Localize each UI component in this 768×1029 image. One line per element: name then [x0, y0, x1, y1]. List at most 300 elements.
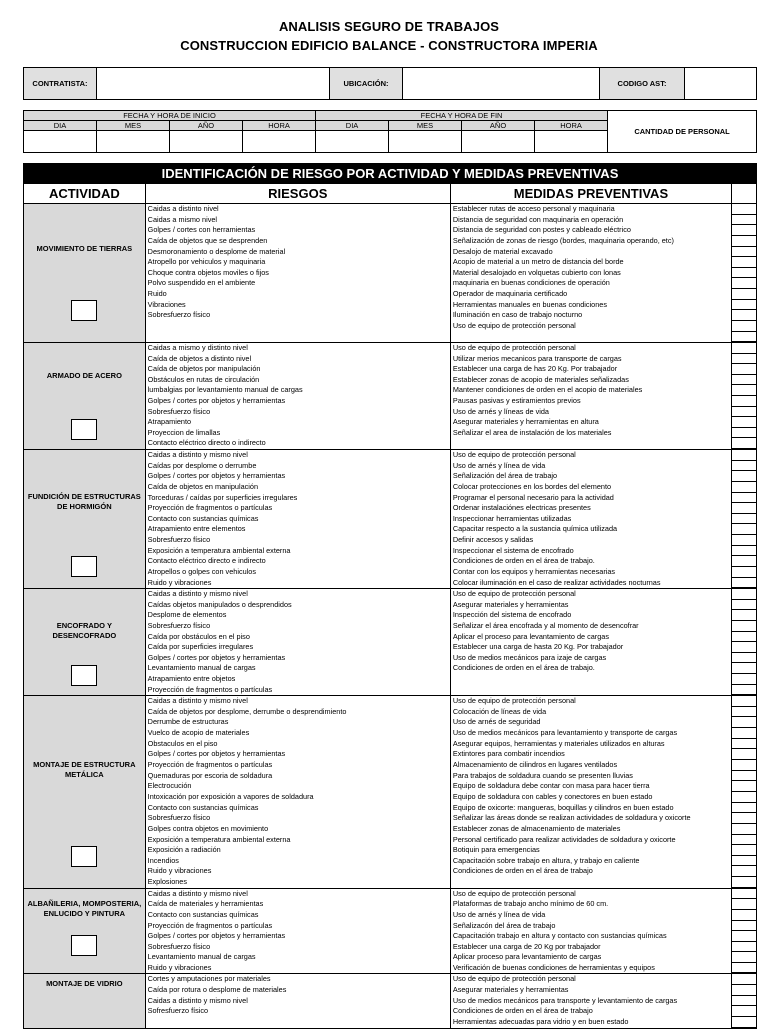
- check-cell[interactable]: [732, 717, 756, 728]
- check-cell[interactable]: [732, 375, 756, 386]
- measure-item: Uso de equipo de protección personal: [452, 343, 576, 353]
- check-cell[interactable]: [732, 546, 756, 557]
- risk-item: Choque contra objetos moviles o fijos: [147, 267, 269, 277]
- check-cell[interactable]: [732, 438, 756, 449]
- fin-hora-field[interactable]: [535, 131, 608, 153]
- check-cell[interactable]: [732, 407, 756, 418]
- check-cell[interactable]: [732, 803, 756, 814]
- measure-item: Inspeccionar herramientas utilizadas: [452, 513, 572, 523]
- risk-item: Obstaculos en el piso: [147, 738, 218, 748]
- risk-item: Caída por obstáculos en el piso: [147, 631, 250, 641]
- check-cell[interactable]: [732, 931, 756, 942]
- measure-item: Distancia de seguridad con postes y cableado eléctrico: [452, 225, 631, 235]
- risk-item: Cortes y amputaciones por materiales: [147, 974, 271, 984]
- measure-item: Personal certificado para realizar actividades de soldadura y oxicorte: [452, 834, 676, 844]
- check-cell[interactable]: [732, 674, 756, 685]
- check-cell[interactable]: [732, 471, 756, 482]
- risk-item: Sobresfuerzo físico: [147, 941, 211, 951]
- risks-column: [146, 696, 451, 888]
- check-cell[interactable]: [732, 343, 756, 354]
- risk-item: Sofresfuerzo físico: [147, 1006, 209, 1016]
- activity-cell: [24, 204, 146, 342]
- check-column: [732, 889, 756, 974]
- measure-item: Señalizacón del área de trabajo: [452, 920, 556, 930]
- check-cell[interactable]: [732, 974, 756, 985]
- measure-item: Para trabajos de soldadura cuando se presenten lluvias: [452, 770, 633, 780]
- risk-item: Golpes / cortes por objetos y herramientas: [147, 931, 286, 941]
- risk-item: Sobresfuerzo físico: [147, 535, 211, 545]
- risks-column: [146, 204, 451, 342]
- measure-item: Ordenar instalaciónes electricas presentes: [452, 503, 591, 513]
- check-cell[interactable]: [732, 771, 756, 782]
- check-cell[interactable]: [732, 1006, 756, 1017]
- measure-item: Distancia de seguridad con maquinaria en operación: [452, 214, 624, 224]
- risk-item: Atrapamiento entre elementos: [147, 524, 246, 534]
- risk-item: Sobresfuerzo físico: [147, 813, 211, 823]
- check-cell[interactable]: [732, 332, 756, 343]
- check-cell[interactable]: [732, 824, 756, 835]
- check-column: [732, 204, 756, 342]
- risk-item: Intoxicación por exposición a vapores de soldadura: [147, 791, 314, 801]
- check-cell[interactable]: [732, 396, 756, 407]
- activity-section: [24, 450, 756, 589]
- ubicacion-label: UBICACIÓN:: [330, 68, 403, 100]
- measure-item: Iluminación en caso de trabajo nocturno: [452, 310, 583, 320]
- activity-cell: [24, 450, 146, 588]
- risk-item: Caída de objetos en manipulación: [147, 481, 259, 491]
- risk-item: Vibraciones: [147, 299, 186, 309]
- measure-item: Uso de equipo de protección personal: [452, 320, 576, 330]
- check-cell[interactable]: [732, 835, 756, 846]
- measure-item: Uso de arnés y líneas de vida: [452, 406, 549, 416]
- measure-item: Uso de equipo de protección personal: [452, 974, 576, 984]
- check-cell[interactable]: [732, 921, 756, 932]
- risk-item: Proyección de fragmentos o partículas: [147, 503, 273, 513]
- risk-item: Exposición a radiación: [147, 845, 221, 855]
- risk-item: Levantamiento manual de cargas: [147, 952, 256, 962]
- check-cell[interactable]: [732, 621, 756, 632]
- measure-item: Establecer zonas de acopio de materiales señalizadas: [452, 374, 629, 384]
- codigo-ast-field[interactable]: [685, 68, 757, 100]
- check-cell[interactable]: [732, 685, 756, 696]
- check-cell[interactable]: [732, 310, 756, 321]
- inicio-mes-field[interactable]: [97, 131, 170, 153]
- check-cell[interactable]: [732, 300, 756, 311]
- measure-item: Uso de equipo de protección personal: [452, 696, 576, 706]
- check-cell[interactable]: [732, 1017, 756, 1028]
- activity-section: [24, 696, 756, 889]
- measure-item: Extintores para combatir incendios: [452, 749, 565, 759]
- measures-column: [451, 974, 732, 1028]
- measure-item: Mantener condiciones de orden en el acopio de materiales: [452, 385, 643, 395]
- risk-item: Golpes / cortes por objetos y herramientas: [147, 471, 286, 481]
- risk-item: Caída de objetos que se desprenden: [147, 235, 268, 245]
- risk-item: [146, 1017, 450, 1028]
- check-cell[interactable]: [732, 482, 756, 493]
- risk-item: Contacto eléctrico directo o indirecto: [147, 438, 266, 448]
- measure-item: Operador de maquinaria certificado: [452, 289, 568, 298]
- measure-item: Capacitar respecto a la sustancia química utilizada: [452, 524, 618, 534]
- risks-column: [146, 450, 451, 588]
- activity-checkbox[interactable]: [71, 419, 97, 440]
- form-subtitle: CONSTRUCCION EDIFICIO BALANCE - CONSTRUCTORA IMPERIA: [180, 38, 598, 53]
- measure-item: Capacitación trabajo en altura y contacto con sustancias químicas: [452, 931, 667, 941]
- measure-item: Establecer rutas de acceso personal y maquinaria: [452, 204, 615, 213]
- form-title: ANALISIS SEGURO DE TRABAJOS: [278, 19, 500, 34]
- measure-item: Aplicar el proceso para levantamiento de cargas: [452, 631, 610, 641]
- inicio-dia-label: DIA: [24, 121, 97, 131]
- activity-section: [24, 343, 756, 450]
- check-cell[interactable]: [732, 493, 756, 504]
- risk-item: Vuelco de acopio de materiales: [147, 728, 250, 738]
- activity-checkbox[interactable]: [71, 665, 97, 686]
- measure-item: [451, 674, 731, 685]
- check-cell[interactable]: [732, 632, 756, 643]
- risk-item: Ruido: [147, 289, 167, 298]
- check-cell[interactable]: [732, 728, 756, 739]
- fin-dia-label: DIA: [316, 121, 389, 131]
- check-cell[interactable]: [732, 749, 756, 760]
- check-cell[interactable]: [732, 567, 756, 578]
- check-cell[interactable]: [732, 215, 756, 226]
- measure-item: Inspeccionar el sistema de encofrado: [452, 545, 574, 555]
- activity-checkbox[interactable]: [71, 300, 97, 321]
- check-cell[interactable]: [732, 257, 756, 268]
- check-cell[interactable]: [732, 204, 756, 215]
- fin-mes-label: MES: [389, 121, 462, 131]
- contratista-field[interactable]: [97, 68, 330, 100]
- activity-checkbox[interactable]: [71, 846, 97, 867]
- activity-checkbox[interactable]: [71, 935, 97, 956]
- measure-item: Plataformas de trabajo ancho mínimo de 60 cm.: [452, 899, 609, 909]
- risk-item: Desplome de elementos: [147, 610, 227, 620]
- risk-item: Caída de objetos por manipulación: [147, 364, 261, 374]
- check-cell[interactable]: [732, 910, 756, 921]
- check-cell[interactable]: [732, 225, 756, 236]
- risk-item: Ruido y vibraciones: [147, 962, 212, 972]
- measure-item: Utilizar merios mecanicos para transporte de cargas: [452, 353, 622, 363]
- fin-anio-label: AÑO: [462, 121, 535, 131]
- measures-column: [451, 450, 732, 588]
- check-cell[interactable]: [732, 739, 756, 750]
- check-cell[interactable]: [732, 578, 756, 589]
- check-cell[interactable]: [732, 889, 756, 900]
- inicio-mes-label: MES: [97, 121, 170, 131]
- risk-item: Atrapamiento entre objetos: [147, 673, 236, 683]
- risk-item: lumbalgias por levantamiento manual de cargas: [147, 385, 303, 395]
- measure-item: Aplicar proceso para levantamiento de cargas: [452, 952, 602, 962]
- measure-item: Equipo de soldadura con cables y conectores en buen estado: [452, 791, 653, 801]
- check-cell[interactable]: [732, 792, 756, 803]
- risk-item: Caída de objetos por desplome, derrumbe o desprendimiento: [147, 706, 347, 716]
- risk-item: Caidas a distinto nivel: [147, 204, 219, 213]
- measure-item: [451, 438, 731, 449]
- activity-cell: [24, 696, 146, 888]
- risk-item: Incendios: [147, 855, 179, 865]
- check-cell[interactable]: [732, 417, 756, 428]
- measure-item: Pausas pasivas y estiramientos previos: [452, 396, 581, 406]
- risk-item: Torceduras / caídas por superficies irregulares: [147, 492, 298, 502]
- measure-item: Botiquin para emergencias: [452, 845, 540, 855]
- risk-item: Polvo suspendido en el ambiente: [147, 278, 256, 288]
- check-cell[interactable]: [732, 642, 756, 653]
- risk-item: Electrocución: [147, 781, 192, 791]
- activity-cell: [24, 889, 146, 974]
- measure-item: Condiciones de orden en el área de trabajo.: [452, 663, 595, 673]
- check-cell[interactable]: [732, 247, 756, 258]
- check-cell[interactable]: [732, 321, 756, 332]
- risk-item: Ruido y vibraciones: [147, 577, 212, 587]
- measure-item: Verificación de buenas condiciones de herramientas y equipos: [452, 962, 655, 972]
- measure-item: Uso de equipo de protección personal: [452, 589, 576, 599]
- risk-item: Caídas por desplome o derrumbe: [147, 460, 257, 470]
- check-cell[interactable]: [732, 760, 756, 771]
- risk-item: Explosiones: [147, 877, 188, 887]
- measure-item: Asegurar materiales y herramientas: [452, 599, 569, 609]
- risk-item: Caída de materiales y herramientas: [147, 899, 264, 909]
- check-cell[interactable]: [732, 278, 756, 289]
- check-cell[interactable]: [732, 354, 756, 365]
- activity-cell: [24, 343, 146, 449]
- risk-item: Sobresfuerzo físico: [147, 620, 211, 630]
- measure-item: Señalizar el área encofrada y al momento de desencofrar: [452, 620, 639, 630]
- fin-dia-field[interactable]: [316, 131, 389, 153]
- check-header: [732, 184, 756, 203]
- measure-item: Desalojo de material excavado: [452, 246, 553, 256]
- measure-item: Establecer una carga de hasta 20 Kg. Por trabajador: [452, 642, 624, 652]
- measure-item: maquinaria en buenas condiciones de operación: [452, 278, 610, 288]
- activity-section: [24, 889, 756, 975]
- fin-anio-field[interactable]: [462, 131, 535, 153]
- inicio-anio-label: AÑO: [170, 121, 243, 131]
- risk-item: Exposición a temperatura ambiental externa: [147, 834, 291, 844]
- check-cell[interactable]: [732, 663, 756, 674]
- risk-item: Levantamiento manual de cargas: [147, 663, 256, 673]
- activity-section: [24, 974, 756, 1028]
- measure-item: Uso de medios mecánicos para transporte y levantamiento de cargas: [452, 995, 678, 1005]
- measure-item: Uso de medios mecánicos para izaje de cargas: [452, 652, 607, 662]
- check-cell[interactable]: [732, 845, 756, 856]
- risks-column: [146, 889, 451, 974]
- measure-item: Definir accesos y salidas: [452, 535, 534, 545]
- measure-item: [451, 877, 731, 888]
- risk-item: Golpes / cortes por objetos y herramientas: [147, 396, 286, 406]
- check-cell[interactable]: [732, 899, 756, 910]
- medidas-header: MEDIDAS PREVENTIVAS: [451, 184, 732, 203]
- risk-table: [23, 163, 757, 1029]
- measure-item: Asegurar equipos, herramientas y materiales utilizados en alturas: [452, 738, 665, 748]
- measure-item: [451, 332, 731, 343]
- measure-item: Equipo de soldadura debe contar con masa para hacer tierra: [452, 781, 650, 791]
- fin-hora-label: HORA: [535, 121, 608, 131]
- check-cell[interactable]: [732, 461, 756, 472]
- check-cell[interactable]: [732, 289, 756, 300]
- risk-item: Caidas a distinto y mismo nivel: [147, 696, 248, 706]
- check-cell[interactable]: [732, 236, 756, 247]
- risk-item: Golpes / cortes por objetos y herramientas: [147, 652, 286, 662]
- activity-name: MOVIMIENTO DE TIERRAS: [36, 244, 133, 253]
- check-cell[interactable]: [732, 385, 756, 396]
- measures-column: [451, 204, 732, 342]
- measure-item: Uso de arnés y línea de vida: [452, 460, 546, 470]
- risk-item: Sobresfuerzo físico: [147, 406, 211, 416]
- measure-item: Uso de equipo de protección personal: [452, 450, 576, 460]
- fecha-inicio-label: FECHA Y HORA DE INICIO: [24, 111, 316, 121]
- check-cell[interactable]: [732, 696, 756, 707]
- risk-item: [146, 321, 450, 332]
- check-cell[interactable]: [732, 450, 756, 461]
- check-cell[interactable]: [732, 364, 756, 375]
- measure-item: Condiciones de orden en el área de trabajo.: [452, 556, 595, 566]
- measure-item: Acopio de material a un metro de distancia del borde: [452, 257, 624, 267]
- risk-item: Obstáculos en rutas de circulación: [147, 374, 260, 384]
- measure-item: Uso de medios mecánicos para levantamiento y transporte de cargas: [452, 728, 678, 738]
- check-cell[interactable]: [732, 268, 756, 279]
- risk-item: Atropello por vehiculos y maquinaria: [147, 257, 266, 267]
- risk-item: Golpes / cortes por objetos y herramientas: [147, 749, 286, 759]
- check-cell[interactable]: [732, 856, 756, 867]
- risk-item: Caidas a mismo y distinto nivel: [147, 343, 248, 353]
- inicio-anio-field[interactable]: [170, 131, 243, 153]
- measure-item: Uso de arnés de seguridad: [452, 717, 541, 727]
- risk-item: Caídas objetos manipulados o desprendidos: [147, 599, 292, 609]
- check-cell[interactable]: [732, 653, 756, 664]
- cantidad-personal-label: CANTIDAD DE PERSONAL: [608, 111, 757, 153]
- risk-item: Contacto con sustancias químicas: [147, 909, 259, 919]
- measures-column: [451, 589, 732, 695]
- measure-item: Programar el personal necesario para la actividad: [452, 492, 614, 502]
- check-cell[interactable]: [732, 556, 756, 567]
- measure-item: Material desalojado en volquetas cubierto con lonas: [452, 267, 621, 277]
- risk-item: Proyeccion de limallas: [147, 427, 221, 437]
- risk-item: Proyección de fragmentos o partículas: [147, 920, 273, 930]
- measure-item: Colocación de líneas de vida: [452, 706, 547, 716]
- activity-name: MONTAJE DE ESTRUCTURA METÁLICA: [33, 760, 136, 780]
- inicio-hora-field[interactable]: [243, 131, 316, 153]
- measure-item: Colocar iluminación en el caso de realizar actividades nocturnas: [452, 577, 661, 587]
- check-cell[interactable]: [732, 514, 756, 525]
- risk-item: Caidas a distinto y mismo nivel: [147, 450, 248, 460]
- risk-item: Golpes contra objetos en movimiento: [147, 823, 269, 833]
- check-column: [732, 974, 756, 1028]
- activity-name: MONTAJE DE VIDRIO: [46, 979, 123, 989]
- risk-item: Contacto con sustancias químicas: [147, 802, 259, 812]
- activity-section: [24, 204, 756, 343]
- risk-item: Caída de objetos a distinto nivel: [147, 353, 252, 363]
- risk-item: Caidas a mismo nivel: [147, 214, 218, 224]
- actividad-header: ACTIVIDAD: [24, 184, 146, 203]
- check-cell[interactable]: [732, 952, 756, 963]
- check-column: [732, 696, 756, 888]
- measure-item: Establecer una carga de 20 Kg por trabajador: [452, 941, 601, 951]
- measure-item: Asegurar materiales y herramientas: [452, 985, 569, 995]
- risk-item: Ruido y vibraciones: [147, 866, 212, 876]
- risk-item: Contacto con sustancias químicas: [147, 513, 259, 523]
- risks-column: [146, 589, 451, 695]
- check-cell[interactable]: [732, 428, 756, 439]
- measure-item: Señalizar las áreas donde se realizan actividades de soldadura y oxicorte: [452, 813, 691, 823]
- risk-item: Golpes / cortes con herramientas: [147, 225, 256, 235]
- activity-name: ENCOFRADO Y DESENCOFRADO: [52, 621, 117, 641]
- fecha-fin-label: FECHA Y HORA DE FIN: [316, 111, 608, 121]
- activity-checkbox[interactable]: [71, 556, 97, 577]
- codigo-ast-label: CODIGO AST:: [600, 68, 685, 100]
- measure-item: Capacitación sobre trabajo en altura, y trabajo en caliente: [452, 855, 640, 865]
- risk-item: [146, 332, 450, 343]
- check-cell[interactable]: [732, 985, 756, 996]
- risk-item: Caída por superficies irregulares: [147, 642, 254, 652]
- activity-name: FUNDICIÓN DE ESTRUCTURAS DE HORMIGÓN: [27, 492, 141, 512]
- risk-item: Caída por rotura o desplome de materiales: [147, 985, 287, 995]
- measure-item: Señalización de zonas de riesgo (bordes, maquinaria operando, etc): [452, 235, 674, 245]
- measure-item: Condiciones de orden en el área de trabajo: [452, 866, 593, 876]
- risk-table-banner: IDENTIFICACIÓN DE RIESGO POR ACTIVIDAD Y MEDIDAS PREVENTIVAS: [24, 164, 756, 184]
- measures-column: [451, 696, 732, 888]
- risk-item: Proyección de fragmentos o partículas: [147, 684, 273, 694]
- check-cell[interactable]: [732, 866, 756, 877]
- check-cell[interactable]: [732, 877, 756, 888]
- measure-item: Uso de equipo de protección personal: [452, 888, 576, 898]
- check-cell[interactable]: [732, 589, 756, 600]
- risk-item: Derrumbe de estructuras: [147, 717, 229, 727]
- measures-column: [451, 343, 732, 449]
- measure-item: Contar con los equipos y herramientas necesarias: [452, 566, 616, 576]
- risk-item: Contacto eléctrico directo e indirecto: [147, 556, 266, 566]
- activity-cell: [24, 589, 146, 695]
- risk-item: Atropellos o golpes con vehiculos: [147, 566, 256, 576]
- check-cell[interactable]: [732, 524, 756, 535]
- check-cell[interactable]: [732, 963, 756, 974]
- risk-item: Caidas a distinto y mismo nivel: [147, 995, 248, 1005]
- measure-item: Almacenamiento de cilindros en lugares ventilados: [452, 760, 618, 770]
- activity-section: [24, 589, 756, 696]
- activity-sections: [24, 204, 756, 1028]
- measures-column: [451, 889, 732, 974]
- check-cell[interactable]: [732, 942, 756, 953]
- measure-item: Colocar protecciones en los bordes del elemento: [452, 481, 612, 491]
- risks-column: [146, 974, 451, 1028]
- measure-item: Establecer una carga de has 20 Kg. Por trabajador: [452, 364, 618, 374]
- inicio-dia-field[interactable]: [24, 131, 97, 153]
- activity-name: ALBAÑILERIA, MOMPOSTERIA, ENLUCIDO Y PINTURA: [27, 898, 142, 918]
- riesgos-header: RIESGOS: [146, 184, 451, 203]
- dates-table: [23, 110, 757, 153]
- check-cell[interactable]: [732, 503, 756, 514]
- check-cell[interactable]: [732, 610, 756, 621]
- risk-item: Desmoronamiento o desplome de material: [147, 246, 286, 256]
- measure-item: Herramientas adecuadas para vidrio y en buen estado: [452, 1017, 629, 1027]
- check-cell[interactable]: [732, 996, 756, 1007]
- check-cell[interactable]: [732, 781, 756, 792]
- risk-item: Sobresfuerzo físico: [147, 310, 211, 320]
- check-cell[interactable]: [732, 707, 756, 718]
- risk-item: Exposición a temperatura ambiental externa: [147, 545, 291, 555]
- measure-item: Condiciones de orden en el área de trabajo: [452, 1006, 593, 1016]
- fin-mes-field[interactable]: [389, 131, 462, 153]
- check-column: [732, 589, 756, 695]
- risk-item: Atrapamiento: [147, 417, 192, 427]
- check-cell[interactable]: [732, 813, 756, 824]
- measure-item: Equipo de oxicorte: mangueras, boquillas y cilindros en buen estado: [452, 802, 674, 812]
- check-cell[interactable]: [732, 600, 756, 611]
- check-cell[interactable]: [732, 535, 756, 546]
- measure-item: Asegurar materiales y herramientas en altura: [452, 417, 599, 427]
- ubicacion-field[interactable]: [403, 68, 600, 100]
- activity-cell: [24, 974, 146, 1028]
- measure-item: [451, 685, 731, 696]
- risk-item: Caidas a distinto y mismo nivel: [147, 589, 248, 599]
- measure-item: Uso de arnés y línea de vida: [452, 909, 546, 919]
